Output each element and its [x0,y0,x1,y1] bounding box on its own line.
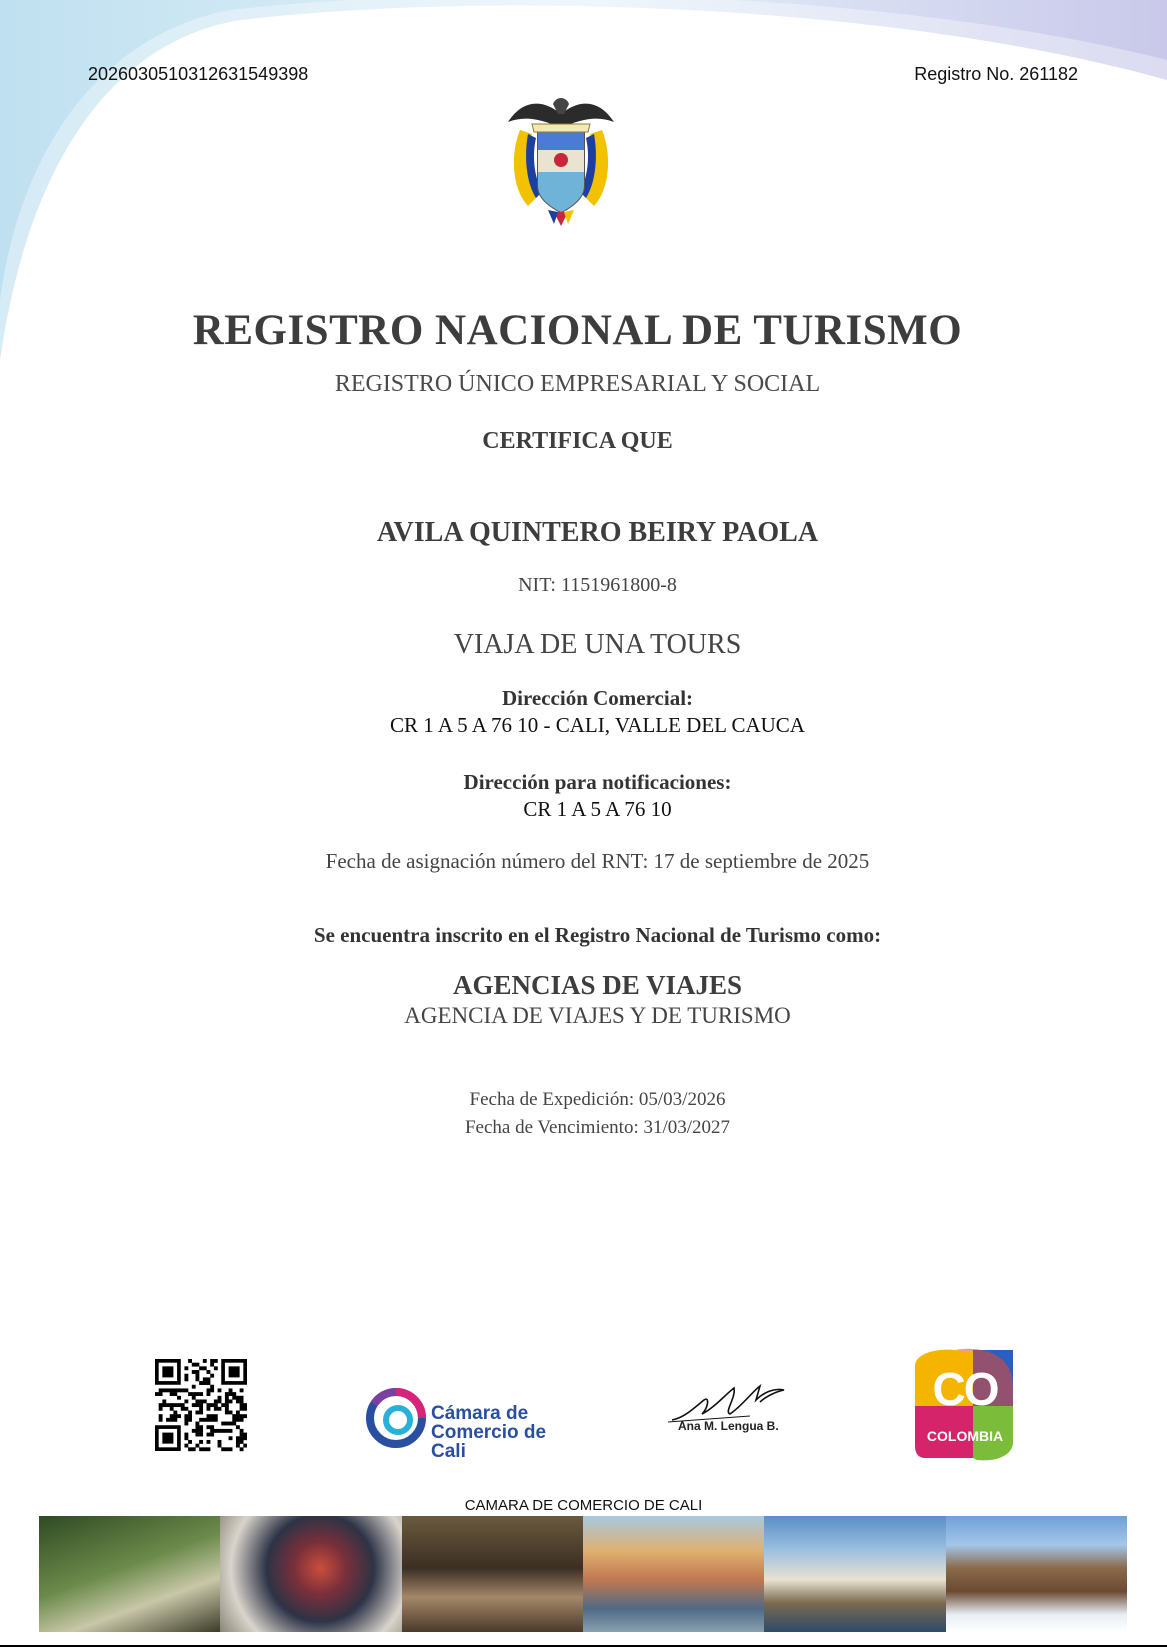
commercial-address-label: Dirección Comercial: [501,686,694,710]
historic-building-photo [764,1516,945,1632]
musicians-photo [402,1516,583,1632]
expiry-date: Fecha de Vencimiento: 31/03/2027 [464,1117,731,1138]
rnt-assignment-date: Fecha de asignación número del RNT: 17 de septiembre de 2025 [325,849,870,873]
ccc-line-3: Cali [431,1441,466,1462]
nit-number: NIT: 1151961800-8 [518,574,677,596]
camara-comercio-logo-text [431,1404,546,1461]
registro-number: Registro No. 261182 [914,64,1078,84]
ccc-line-2: Comercio de [431,1422,547,1443]
qr-code-icon[interactable] [155,1350,247,1460]
certificate-subtitle: REGISTRO ÚNICO EMPRESARIAL Y SOCIAL [334,371,821,397]
commercial-address: CR 1 A 5 A 76 10 - CALI, VALLE DEL CAUCA [390,713,805,737]
notification-address: CR 1 A 5 A 76 10 [523,797,672,821]
certificate-title: REGISTRO NACIONAL DE TURISMO [192,307,963,354]
rock-mountain-photo [946,1516,1127,1632]
document-id: 20260305103126315493​98 [88,64,309,84]
ccc-line-1: Cámara de [431,1403,529,1424]
condor-bird-photo [220,1516,401,1632]
coat-of-arms-icon [498,94,624,228]
holder-name: AVILA QUINTERO BEIRY PAOLA [376,517,819,548]
registration-statement: Se encuentra inscrito en el Registro Nacional de Turismo como: [313,923,882,947]
colombia-logo-word: COLOMBIA [926,1428,1004,1444]
colonial-street-photo [583,1516,764,1632]
certifica-heading: CERTIFICA QUE [482,428,673,454]
notification-address-label: Dirección para notificaciones: [463,770,732,794]
footer-caption: CAMARA DE COMERCIO DE CALI [464,1497,703,1514]
category: AGENCIAS DE VIAJES [452,970,743,1000]
colombia-logo-co: CO [932,1363,998,1415]
issue-date: Fecha de Expedición: 05/03/2026 [469,1089,726,1110]
subcategory: AGENCIA DE VIAJES Y DE TURISMO [404,1003,791,1028]
bottom-border [0,1645,1167,1647]
signature-name: Ana M. Lengua B. [678,1419,779,1433]
forest-path-photo [39,1516,220,1632]
commercial-name: VIAJA DE UNA TOURS [453,629,742,660]
tourism-photo-strip [39,1516,1127,1632]
